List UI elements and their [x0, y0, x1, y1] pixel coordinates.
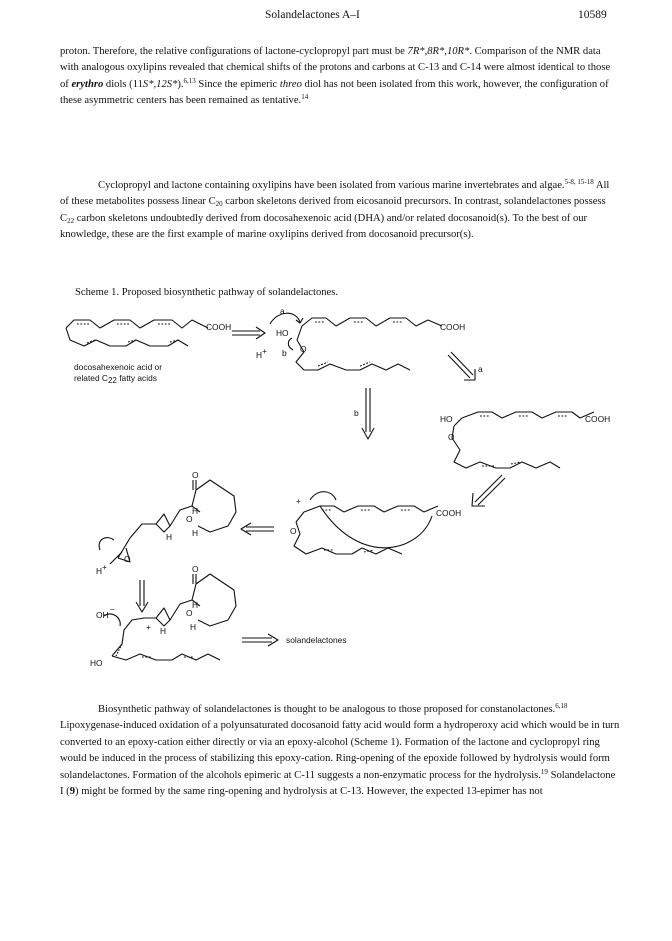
text: H [96, 566, 103, 576]
o-label: O [186, 608, 193, 618]
o-label: O [300, 344, 307, 354]
text: diol has not been isolated from this work, however, the configuration of these asymmetric centers has been remained as tentative. [60, 78, 609, 107]
path-a-label: a [280, 306, 285, 316]
citation: 19 [540, 767, 548, 776]
epoxide-intermediate-structure [270, 313, 442, 370]
citation: 14 [301, 93, 309, 102]
h-label: H [192, 528, 199, 538]
text: + [262, 347, 267, 356]
stereo-descriptor: S*,12S* [142, 78, 178, 90]
epoxy-alcohol-structure [452, 412, 594, 468]
o-label: O [186, 514, 193, 524]
text: proton. Therefore, the relative configurations of lactone-cyclopropyl part must be [60, 46, 408, 57]
text: Lipoxygenase-induced oxidation of a polyunsaturated docosanoid fatty acid would form a hydroperoxy acid which would be in turn converted to an epoxy-cation either directly or via an epoxy-alcohol (Scheme 1). Formation of the lactone and cyclopropyl ring would be induced in the process of stabilizing this epoxy-cation. Ring-opening of the epoxide followed by hydrolysis would form solandelactones. Formation of the alcohols epimeric at C-11 suggests a non-enzymatic process for the hydrolysis. [60, 720, 620, 781]
o-label: O [124, 554, 131, 564]
h-label: H [192, 506, 199, 516]
text: H [256, 350, 263, 360]
h-label: H [160, 626, 167, 636]
paragraph-1 [60, 44, 620, 110]
erythro-term: erythro [71, 78, 104, 90]
path-b-label: b [282, 348, 287, 358]
scheme-caption: Scheme 1. Proposed biosynthetic pathway of solandelactones. [75, 287, 339, 298]
text: carbon skeletons undoubtedly derived from docosahexenoic acid (DHA) and/or related docosanoid(s). To the best of our knowledge, these are the first example of marine oxylipins derived from docosanoid precursor(s). [60, 212, 588, 241]
cooh-label: COOH [206, 322, 232, 332]
paragraph-2 [60, 178, 620, 244]
text: All of these metabolites possess linear C [60, 180, 610, 208]
o-label: O [192, 470, 199, 480]
product-label: solandelactones [286, 635, 347, 645]
start-compound-label: docosahexenoic acid or [74, 362, 162, 372]
citation: 5-8, 15-18 [564, 178, 594, 186]
h-label: H [190, 622, 197, 632]
cyclopropyl-lactone-cation-structure [99, 480, 236, 564]
paragraph-3 [60, 702, 620, 800]
stereo-descriptor: 7R*,8R*,10R* [407, 46, 470, 57]
text: carbon skeletons derived from eicosanoid precursors. In contrast, solandelactones possess C [60, 196, 606, 224]
text: ) might be formed by the same ring-opening and hydrolysis at C-13. However, the expected 13-epimer has not [75, 786, 543, 798]
path-a-label: a [478, 364, 483, 374]
text: . Comparison of the NMR data with analogous oxylipins revealed that chemical shifts of the protons and carbons at C-13 and C-14 were almost identical to those of [60, 46, 611, 90]
text: + [102, 563, 107, 572]
minus-label: − [110, 605, 115, 614]
cooh-label: COOH [440, 322, 466, 332]
o-label: O [192, 564, 199, 574]
text: ). [177, 78, 184, 90]
ohminus-label: OH [96, 610, 109, 620]
ho-label: HO [90, 658, 103, 668]
subscript: 22 [107, 376, 117, 385]
o-label: O [448, 432, 455, 442]
page-number: 10589 [578, 9, 607, 21]
text: diols (11 [103, 78, 143, 90]
h-label: H [166, 532, 173, 542]
text: Cyclopropyl and lactone containing oxylipins have been isolated from various marine invertebrates and algae. [98, 180, 565, 191]
text: Solandelactone I ( [60, 769, 616, 798]
text: Since the epimeric [195, 78, 280, 90]
cooh-label: COOH [436, 508, 462, 518]
ho-label: HO [276, 328, 289, 338]
final-intermediate-structure [104, 574, 236, 660]
text: fatty acids [116, 373, 157, 383]
epoxy-cation-structure [294, 492, 438, 554]
h-label: H [192, 600, 199, 610]
biosynthesis-scheme [60, 300, 620, 685]
hplus-label [256, 347, 267, 360]
starting-fatty-acid-structure [66, 320, 208, 346]
running-head-title: Solandelactones A–I [265, 9, 360, 21]
compound-number: 9 [69, 786, 76, 798]
plus-label: + [146, 622, 151, 632]
start-compound-label [74, 373, 157, 385]
plus-label: + [296, 496, 301, 506]
o-label: O [290, 526, 297, 536]
subscript: 22 [67, 216, 75, 225]
subscript: 20 [215, 200, 223, 209]
cooh-label: COOH [585, 414, 611, 424]
threo-term: threo [279, 78, 302, 90]
text: Biosynthetic pathway of solandelactones is thought to be analogous to those proposed for constanolactones. [98, 704, 556, 715]
text: related C [74, 373, 108, 383]
ho-label: HO [440, 414, 453, 424]
hplus-label [96, 563, 107, 576]
citation: 6,18 [555, 702, 568, 710]
path-b-label: b [354, 408, 359, 418]
citation: 6,13 [183, 76, 196, 85]
